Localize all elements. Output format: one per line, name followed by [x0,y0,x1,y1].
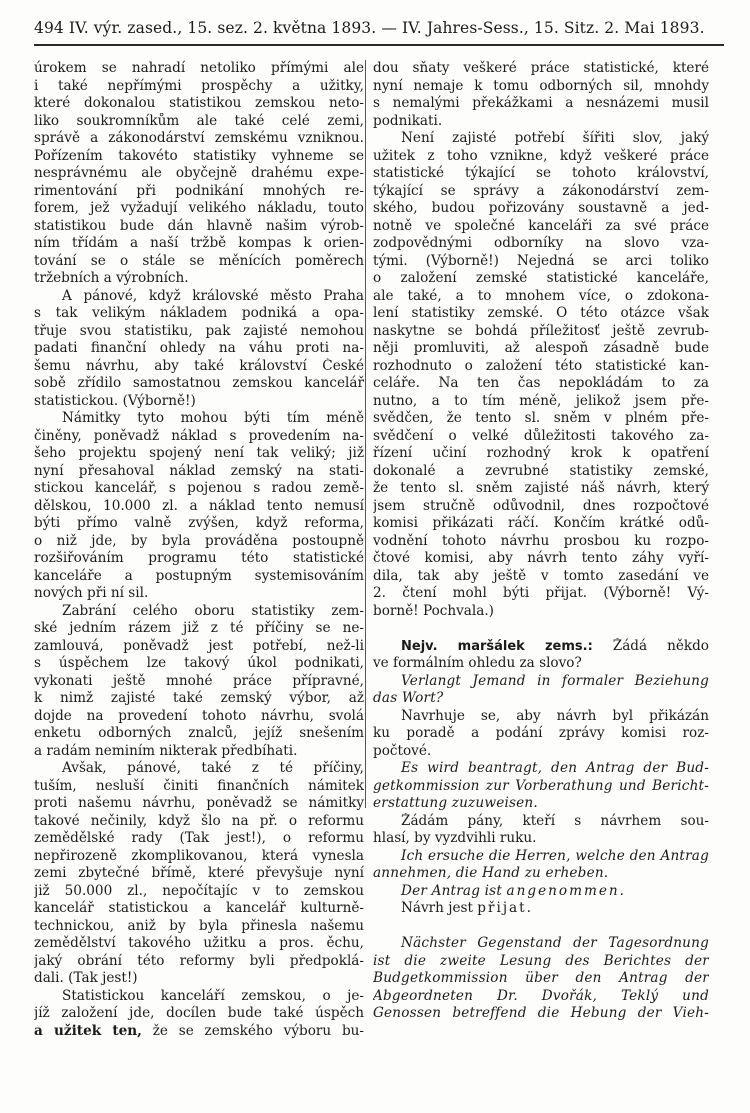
text-line: s nemalými překážkami a nesnázemi musil [373,95,709,111]
text-line: zemědělství takového užitku a pros. ěchu, [34,935,364,951]
text-line: Der Antrag ist angenommen. [401,882,626,899]
spacer [373,918,709,936]
speaker-block [373,638,709,918]
text-line: již 50.000 zl., nepočítajíc v to zemskou [34,882,364,899]
text-line: o založení zemské statistické kanceláře, [373,270,709,286]
text-line: týkající se správy a zákonodárství zem- [373,182,709,199]
text-line: zemi zbytečné břímě, které převyšuje nyní [34,865,364,881]
text-line: a radám neminím nikterak předbíhati. [34,742,298,759]
text-line: čtové komisi, aby návrh tento záhy vyří- [373,550,709,566]
column-divider [365,60,366,808]
right-column [373,60,709,1023]
text-line: k nimž zajisté také zemský výbor, až [34,690,364,706]
text-line: že tento sl. sněm zajisté náš návrh, který [373,480,709,496]
text-line: a užitek ten, že se zemského výboru bu- [34,1022,364,1039]
text-line: rozšiřováním programu této statistické [34,550,364,566]
text-line: třuje svou statistiku, pak zajisté nemohou [34,322,364,339]
text-line: naskytne se bohdá příležitosť ještě zevrub- [373,322,709,339]
text-line: ním třídám a naší tržbě kompas k orien- [34,235,364,251]
spacer [373,620,709,638]
text-line: Zabrání celého oboru statistiky zem- [62,602,364,619]
text-line: Genossen betreffend die Hebung der Vieh- [373,1005,709,1021]
speaker-name: Nejv. maršálek zems.: [401,638,593,654]
speaker-line: Nejv. maršálek zems.: Žádá někdo [401,637,709,654]
text-line: vodnění tohoto návrhu prosbou ku rozpo- [373,532,709,549]
text-line: i také nepřímými prospěchy a užitky, [34,77,364,94]
text-line: Es wird beantragt, den Antrag der Bud- [401,760,709,776]
text-line: dělskou, 10.000 zl. a náklad tento nemusí [34,497,364,514]
text-line: tými. (Výborně!) Nejedná se arci toliko [373,252,709,269]
text-line: technickou, aniž by byla přinesla našemu [34,917,364,934]
text-line: Verlangt Jemand in formaler Beziehung [401,672,709,689]
text-line: dojde na provedení tohoto návrhu, svolá [34,707,364,724]
text-line: annehmen, die Hand zu erheben. [373,865,609,881]
text-line: užitek z toho vznikne, když veškeré práce [373,147,709,164]
text-line: ské jedním rázem již z té příčiny se ne- [34,620,364,636]
text-line: dali. (Tak jest!) [34,970,138,986]
text-line: lení statistiky zemské. O této otázce však [373,305,709,321]
text-line: sobě zřídilo samostatnou zemskou kancelář [34,375,364,391]
text-line: A pánové, když královské město Praha [62,287,364,304]
text-line: zamlouvá, poněvadž jest potřebí, než-li [34,637,364,654]
text-line: šemu návrhu, aby také království České [34,357,364,374]
text-line: takové nečinily, když šlo na př. o reformu [34,812,364,829]
text-line: stickou kancelář, s pojenou s radou země- [34,480,364,496]
text-line: Není zajisté potřebí šířiti slov, jaký [401,130,709,146]
right-column-speech [373,60,709,620]
text-line: činěny, poněvadž náklad s provedením na- [34,427,364,444]
text-line: ského, budou pořizovány soustavně a jed- [373,200,709,216]
spaced-word: přijat. [477,900,533,916]
text-line: úrokem se nahradí netoliko přímými ale [34,60,364,76]
text-line: nesprávnému ale obyčejně drahému expe- [34,165,364,181]
text-line: statistickou. (Výborně!) [34,392,196,409]
text-line: komisi přikázati ráčí. Končím krátké odů- [373,515,709,531]
text-line: Ich ersuche die Herren, welche den Antrag [401,847,709,864]
text-line: padati finanční ohledy na váhu proti na- [34,340,364,356]
text-line: ist die zweite Lesung des Berichtes der [373,952,709,969]
text-line: Námitky tyto mohou býti tím méně [62,410,364,426]
text-line: jíž založení jde, docílen bude také úspěch [34,1005,364,1021]
text-line: dila, tak aby ještě v tomto zasedání ve [373,567,709,584]
text-line: statistikou bude dán hlavně našim výrob- [34,217,364,234]
text-line: něji promluviti, až alespoň zásadně bude [373,340,709,356]
text-line: tování se o stále se měnících poměrech [34,252,364,269]
text-line: nyní nemaje k tomu odborných sil, mnohdy [373,77,709,94]
text-line: nepřirozeně zkomplikovanou, která vynesla [34,847,364,864]
text-line: tržebních a výrobních. [34,270,189,286]
text-line: býti přímo valně zvýšen, když reforma, [34,515,364,531]
text-line: šeho projektu spojený není tak veliký; již [34,445,364,461]
text-line: nyní přesahoval náklad zemský na stati- [34,462,364,479]
right-column-agenda [373,935,709,1023]
text-line: Nächster Gegenstand der Tagesordnung [401,935,709,951]
text-line: svědčení o velké důležitosti takového za- [373,427,709,444]
text-line: ale také, a to mnohem více, o zdokona- [373,287,709,304]
text-line: 2. čtení mohl býti přijat. (Výborně! Vý- [373,585,709,601]
text-line: hlasí, by vyzdvihli ruku. [373,830,537,846]
text-line: kancelář statistickou a kancelář kulturně- [34,900,364,916]
text-line: kanceláře a postupným systemisováním [34,567,364,584]
text-line: Pořízením takovéto statistiky vyhneme se [34,147,364,164]
text-line: nových při ní sil. [34,585,149,601]
text-line: s tak velikým nákladem podniká a opa- [34,305,364,321]
text-line: zemědělské rady (Tak jest!), o reformu [34,830,364,846]
text-line: enketu odborných znalců, jejíž snešením [34,725,364,741]
text-line: jaký obrání této reformy byli předpoklá- [34,952,364,969]
text-line: ve formálním ohledu za slovo? [373,655,582,671]
text-line: Budgetkommission über den Antrag der [373,970,709,986]
text-line: tuším, nesluší činiti finančních námitek [34,777,364,794]
text-line: správě a zákonodárství zemskému vzniknou. [34,130,364,146]
text-line: notně ve společné kanceláři za své práce [373,217,709,234]
text-line: vykonati ještě mnohé práce přípravné, [34,672,364,689]
text-line: s úspěchem lze takový úkol podnikati, [34,655,364,671]
text-line: rimentování při podnikání mnohých re- [34,182,364,199]
text-line: které dokonalou statistikou zemskou neto- [34,95,364,111]
text-line: getkommission zur Vorberathung und Bericht- [373,777,709,794]
text-line: Statistickou kanceláří zemskou, o je- [62,987,364,1004]
text-line: erstattung zuzuweisen. [373,795,538,811]
text-line: rozhodnuto o založení této statistické kan- [373,357,709,374]
text-line: nutno, a to tím méně, jelikož jsem pře- [373,392,709,409]
text-line: proti našemu návrhu, poněvadž se námitky [34,795,364,811]
text-line: dokonalé a zevrubné statistiky zemské, [373,462,709,479]
text-line: dou sňaty veškeré práce statistické, které [373,60,709,76]
text-line: ku poradě a podání zprávy komisi roz- [373,725,709,741]
text-line: o niž jde, by byla prováděna postoupně [34,532,364,549]
text-line: Avšak, pánové, také z té příčiny, [62,760,364,776]
text-line: statistické týkající se tohoto království, [373,165,709,181]
text-line: forem, jež vyžadují velikého nákladu, touto [34,200,364,216]
text-line: Navrhuje se, aby návrh byl přikázán [401,707,709,724]
left-column [34,60,364,1040]
text-line: Žádám pány, kteří s návrhem sou- [401,812,709,829]
text-line: zodpovědnými odborníky na slovo vza- [373,235,709,251]
text-line: liko soukromníkům ale také celé zemi, [34,112,364,129]
text-line: Návrh jest přijat. [401,900,533,916]
text-line: svědčen, že tento sl. sněm v plném pře- [373,410,709,426]
text-line: Abgeordneten Dr. Dvořák, Teklý und [373,987,709,1004]
header-rule [34,44,724,46]
text-line: podnikati. [373,112,443,129]
text-line: celáře. Na ten čas nepokládám to za [373,375,709,391]
spaced-word: angenommen. [506,882,626,899]
text-line: počtové. [373,742,432,759]
text-line: řízení učiní rozhodný krok k opatření [373,445,709,461]
text-line: borně! Pochvala.) [373,602,494,619]
text-line: jsem stručně odůvodnil, dnes rozpočtové [373,497,709,514]
running-header: 494 IV. výr. zased., 15. sez. 2. května 1893. — IV. Jahres-Sess., 15. Sitz. 2. Mai 1893. [34,19,705,37]
text-line: das Wort? [373,690,444,706]
emphasis: a užitek ten, [34,1022,142,1039]
